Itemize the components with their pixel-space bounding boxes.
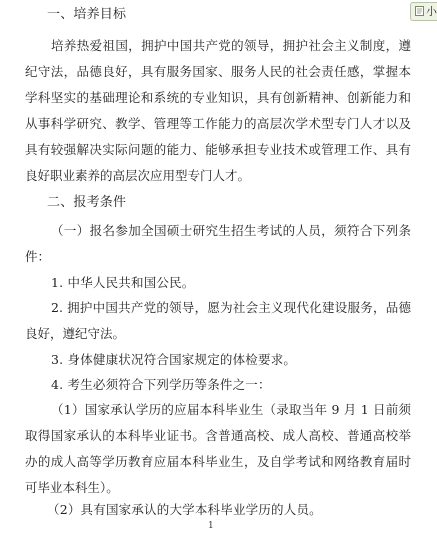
education-condition-2: （2）具有国家承认的大学本科毕业学历的人员。 [47,502,322,517]
requirement-item-3: 3. 身体健康状况符合国家规定的体检要求。 [51,352,297,367]
page-number: 1 [208,521,214,531]
requirements-intro-paragraph: （一）报名参加全国硕士研究生招生考试的人员，须符合下列条件： [25,223,411,264]
education-condition-1: （1）国家承认学历的应届本科毕业生（录取当年 9 月 1 日前须取得国家承认的本科毕业证书。含普通高校、成人高校、普通高校举办的成人高等学历教育应届本科毕业生，及自学考试和网络教育届时可毕业本科生）。 [25,402,411,495]
section-heading-requirements: 二、报考条件 [47,195,127,210]
side-tab-label: 小 [426,5,437,18]
requirement-item-1: 1. 中华人民共和国公民。 [51,275,195,290]
training-goals-paragraph: 培养热爱祖国，拥护中国共产党的领导，拥护社会主义制度，遵纪守法，品德良好，具有服务国家、服务人民的社会责任感，掌握本学科坚实的基础理论和系统的专业知识，具有创新精神、创新能力和从事科学研究、教学、管理等工作能力的高层次学术型专门人才以及具有较强解决实际问题的能力、能够承担专业技术或管理工作、具有良好职业素养的高层次应用型专门人才。 [25,38,411,183]
requirement-item-4: 4. 考生必须符合下列学历等条件之一： [51,377,271,392]
document-icon [415,6,424,16]
requirement-item-2: 2. 拥护中国共产党的领导，愿为社会主义现代化建设服务，品德良好，遵纪守法。 [25,300,411,341]
section-heading-training-goals: 一、培养目标 [47,7,127,22]
side-panel-tab[interactable] [410,2,437,21]
